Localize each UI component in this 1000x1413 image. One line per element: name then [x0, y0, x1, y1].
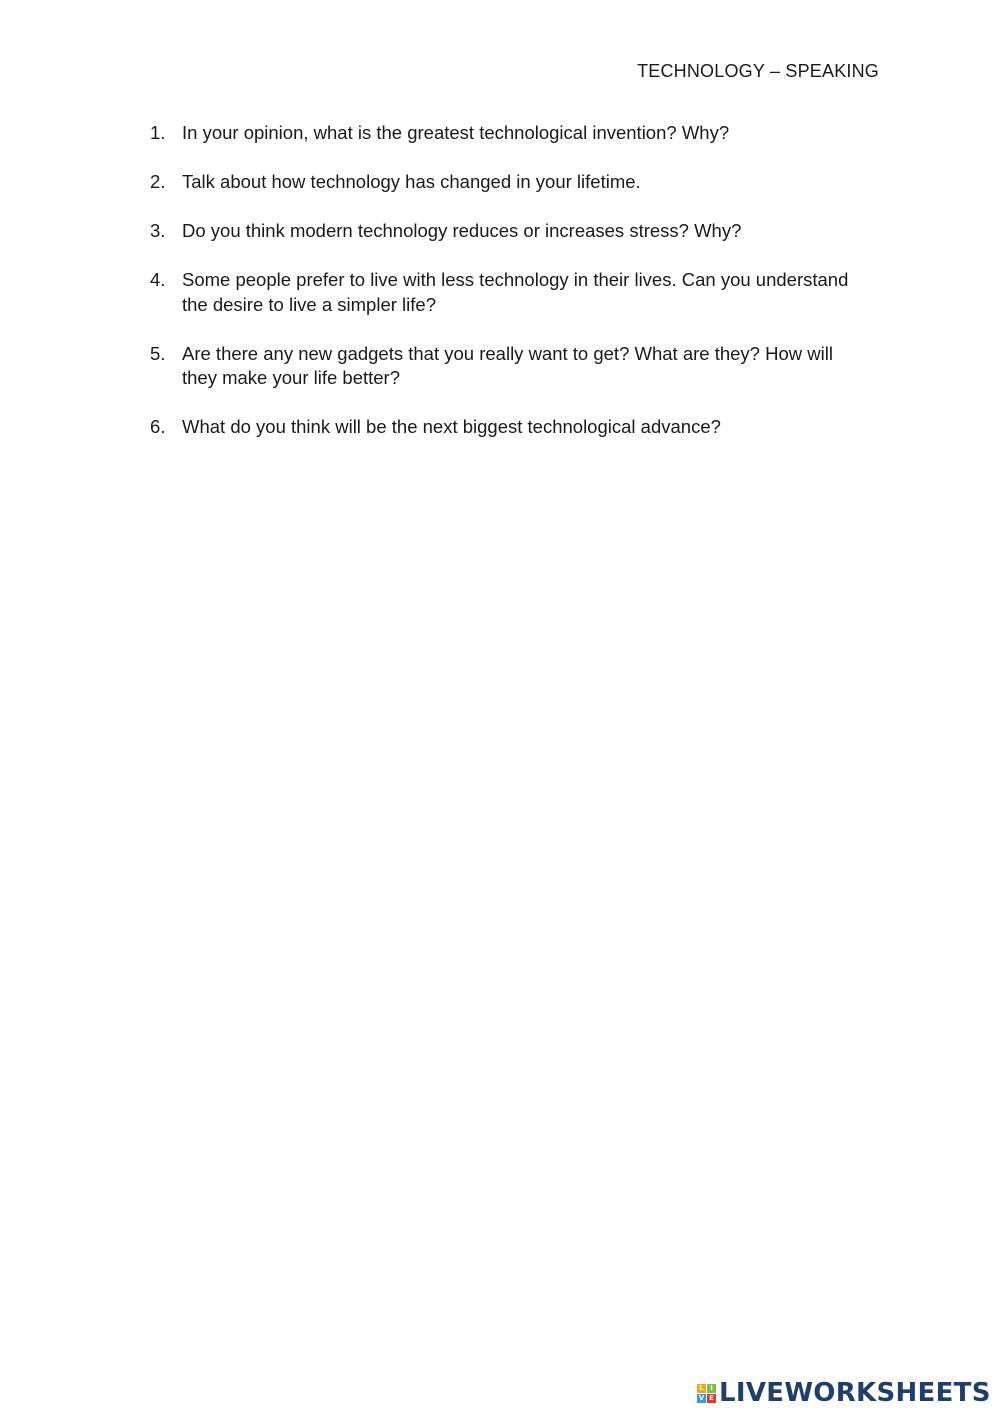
question-item [150, 219, 870, 244]
question-item [150, 268, 870, 317]
question-text: Are there any new gadgets that you really want to get? What are they? How will they make your life better? [182, 342, 833, 388]
question-item [150, 342, 870, 391]
question-text: Talk about how technology has changed in your lifetime. [182, 171, 641, 192]
liveworksheets-logo [697, 1377, 991, 1409]
question-number: 2. [150, 171, 166, 192]
question-number: 5. [150, 342, 166, 364]
question-number: 3. [150, 220, 166, 241]
question-item [150, 121, 870, 146]
logo-mark-letter: V [698, 1393, 705, 1402]
logo-mark-letter: L [697, 1384, 706, 1393]
page-title: TECHNOLOGY – SPEAKING [637, 61, 879, 81]
logo-mark-letter: E [707, 1394, 716, 1403]
question-item [150, 170, 870, 195]
logo-text: LIVEWORKSHEETS [719, 1378, 991, 1408]
logo-mark-icon [697, 1384, 716, 1403]
question-number: 6. [150, 416, 166, 437]
question-number: 4. [150, 269, 166, 290]
question-text: In your opinion, what is the greatest technological invention? Why? [182, 122, 730, 143]
logo-mark-letter: I [707, 1384, 716, 1393]
question-number: 1. [150, 122, 166, 143]
question-text: Some people prefer to live with less technology in their lives. Can you understand the desire to live a simpler life? [182, 269, 849, 315]
question-text: Do you think modern technology reduces or increases stress? Why? [182, 220, 742, 241]
question-list [150, 121, 870, 464]
question-text: What do you think will be the next biggest technological advance? [182, 416, 721, 437]
question-item [150, 415, 870, 440]
